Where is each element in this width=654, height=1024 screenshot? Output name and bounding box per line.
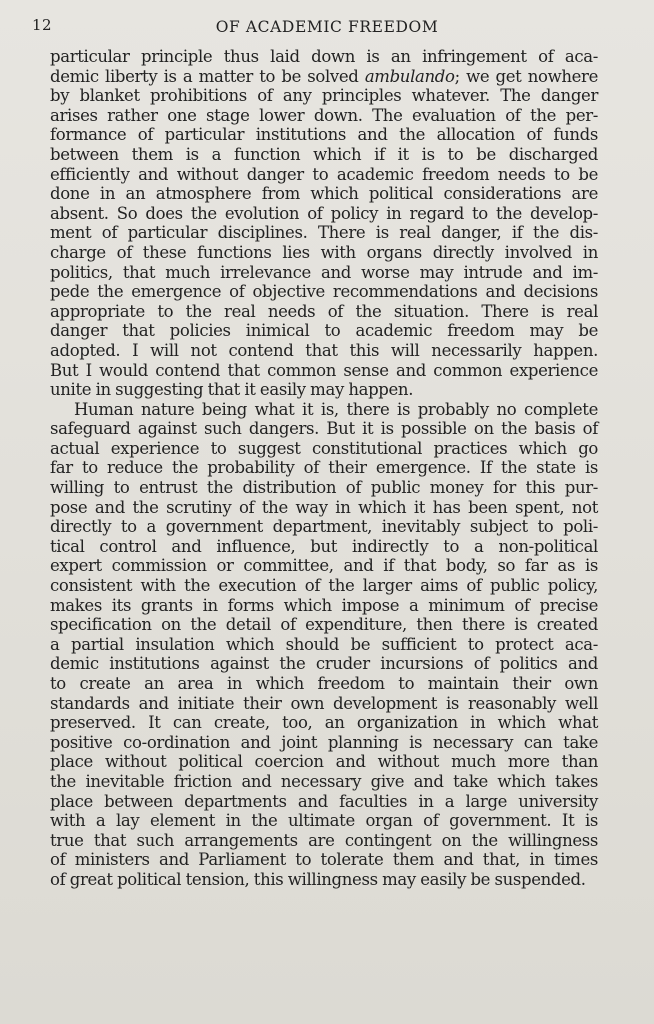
text-line: place without political coercion and without much more than bbox=[50, 752, 598, 772]
text-line: consistent with the execution of the larger aims of public policy, bbox=[50, 576, 598, 596]
text-line: danger that policies inimical to academic freedom may be bbox=[50, 321, 598, 341]
text-line: between them is a function which if it is to be discharged bbox=[50, 144, 598, 164]
paragraph-2 bbox=[50, 400, 598, 890]
text-line: preserved. It can create, too, an organization in which what bbox=[50, 713, 598, 733]
text-line: the inevitable friction and necessary give and take which takes bbox=[50, 771, 598, 791]
text-line: efficiently and without danger to academic freedom needs to be bbox=[50, 164, 598, 184]
text-line: by blanket prohibitions of any principles whatever. The danger bbox=[50, 86, 598, 106]
text-line: willing to entrust the distribution of public money for this pur- bbox=[50, 478, 598, 498]
text-line: a partial insulation which should be sufficient to protect aca- bbox=[50, 634, 598, 654]
running-head bbox=[24, 16, 630, 42]
text-line: arises rather one stage lower down. The evaluation of the per- bbox=[50, 105, 598, 125]
text-line: pose and the scrutiny of the way in which it has been spent, not bbox=[50, 497, 598, 517]
text-line: But I would contend that common sense and common experience bbox=[50, 360, 598, 380]
text-line: of ministers and Parliament to tolerate them and that, in times bbox=[50, 850, 598, 870]
text-segment: demic liberty is a matter to be solved bbox=[50, 66, 365, 86]
text-line: specification on the detail of expenditure, then there is created bbox=[50, 615, 598, 635]
page-number: 12 bbox=[32, 16, 53, 34]
text-segment: ; we get nowhere bbox=[454, 66, 598, 86]
text-line: Human nature being what it is, there is probably no complete bbox=[74, 399, 598, 419]
text-line: with a lay element in the ultimate organ of government. It is bbox=[50, 811, 598, 831]
text-line: directly to a government department, inevitably subject to poli- bbox=[50, 517, 598, 537]
text-line: tical control and influence, but indirectly to a non-political bbox=[50, 536, 598, 556]
text-line: safeguard against such dangers. But it is possible on the basis of bbox=[50, 419, 598, 439]
text-line: appropriate to the real needs of the situation. There is real bbox=[50, 301, 598, 321]
paragraph-1 bbox=[50, 47, 598, 400]
text-line: standards and initiate their own development is reasonably well bbox=[50, 693, 598, 713]
text-line: pede the emergence of objective recommendations and decisions bbox=[50, 282, 598, 302]
text-line: expert commission or committee, and if that body, so far as is bbox=[50, 556, 598, 576]
text-line: absent. So does the evolution of policy in regard to the develop- bbox=[50, 203, 598, 223]
text-line: done in an atmosphere from which political considerations are bbox=[50, 184, 598, 204]
text-line: true that such arrangements are contingent on the willingness bbox=[50, 830, 598, 850]
text-line: demic institutions against the cruder incursions of politics and bbox=[50, 654, 598, 674]
text-line: far to reduce the probability of their emergence. If the state is bbox=[50, 458, 598, 478]
body-text bbox=[50, 47, 598, 890]
text-line: makes its grants in forms which impose a minimum of precise bbox=[50, 595, 598, 615]
text-line bbox=[50, 67, 598, 87]
text-line: politics, that much irrelevance and worse may intrude and im- bbox=[50, 262, 598, 282]
text-line: actual experience to suggest constitutional practices which go bbox=[50, 438, 598, 458]
text-line: place between departments and faculties in a large university bbox=[50, 791, 598, 811]
text-line: of great political tension, this willingness may easily be suspended. bbox=[50, 869, 586, 889]
italic-text: ambulando bbox=[364, 66, 455, 86]
text-line: unite in suggesting that it easily may happen. bbox=[50, 380, 414, 400]
text-line: particular principle thus laid down is an infringement of aca- bbox=[50, 47, 598, 66]
text-line: ment of particular disciplines. There is real danger, if the dis- bbox=[50, 223, 598, 243]
text-line: to create an area in which freedom to maintain their own bbox=[50, 674, 598, 693]
running-title: OF ACADEMIC FREEDOM bbox=[215, 18, 439, 36]
text-line: formance of particular institutions and the allocation of funds bbox=[50, 125, 598, 145]
text-line: positive co-ordination and joint planning is necessary can take bbox=[50, 732, 598, 752]
text-line: charge of these functions lies with organs directly involved in bbox=[50, 242, 598, 262]
text-line: adopted. I will not contend that this will necessarily happen. bbox=[50, 340, 598, 360]
